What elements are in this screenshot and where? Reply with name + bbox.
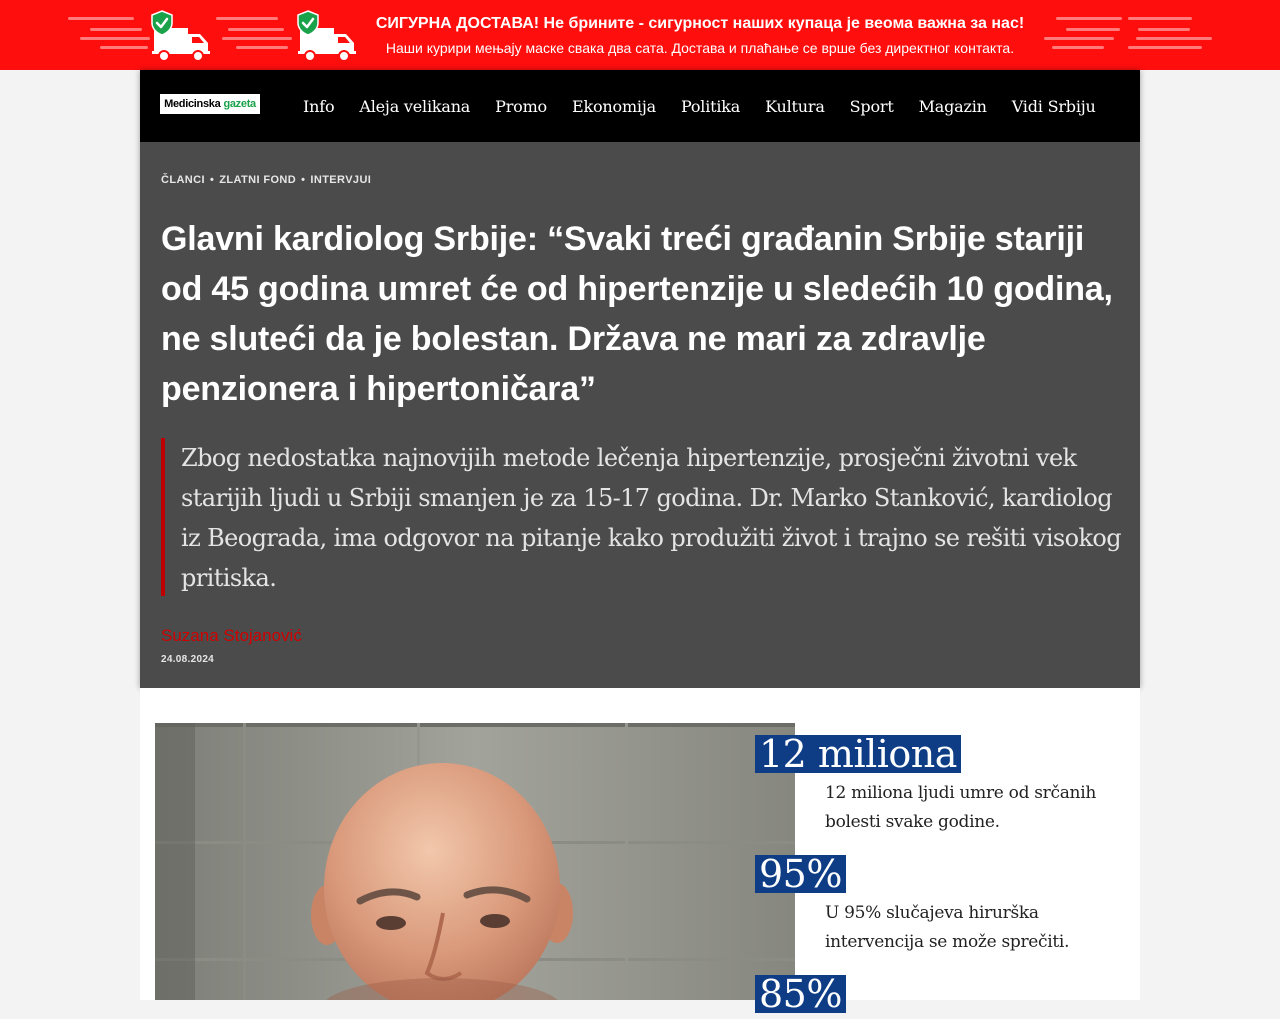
speed-line [1138, 28, 1190, 31]
nav-item-vidi-srbiju[interactable]: Vidi Srbiju [1011, 96, 1096, 116]
article-author[interactable]: Suzana Stojanović [161, 626, 302, 645]
breadcrumb-clanci[interactable]: ČLANCI [161, 174, 205, 186]
speed-line [1066, 28, 1120, 31]
nav-item-aleja-velikana[interactable]: Aleja velikana [359, 96, 471, 116]
speed-line [68, 17, 134, 20]
nav-item-info[interactable]: Info [303, 96, 335, 116]
stat-item [755, 972, 1140, 1016]
article-date: 24.08.2024 [161, 654, 215, 665]
article-header [140, 142, 1140, 688]
speed-line [1128, 46, 1202, 49]
speed-line [1044, 37, 1114, 40]
stat-text: U 95% slučajeva hirurška intervencija se može sprečiti. [825, 903, 1070, 952]
stat-text: 12 miliona ljudi umre od srčanih bolesti svake godine. [825, 783, 1096, 832]
speed-line [222, 37, 292, 40]
speed-line [1136, 37, 1212, 40]
main-navbar [140, 70, 1140, 142]
speed-line [1128, 17, 1192, 20]
nav-item-kultura[interactable]: Kultura [765, 96, 825, 116]
doctor-portrait-image [155, 723, 795, 1000]
delivery-truck-icon [296, 10, 358, 62]
delivery-truck-icon [150, 10, 212, 62]
speed-line [1056, 17, 1122, 20]
article-lead: Zbog nedostatka najnovijih metode lečenja hipertenzije, prosječni životni vek starijih ljudi u Srbiji smanjen je za 15-17 godina. Dr. Marko Stanković, kardiolog iz Beograda, ima odgovor na pitanje kako produžiti život i trajno se rešiti visokog pritiska. [161, 438, 1131, 596]
breadcrumb [161, 174, 371, 186]
nav-item-magazin[interactable]: Magazin [918, 96, 987, 116]
nav-item-ekonomija[interactable]: Ekonomija [572, 96, 656, 116]
nav-item-promo[interactable]: Promo [495, 96, 547, 116]
speed-line [228, 28, 284, 31]
stat-value: 85% [755, 975, 846, 1013]
article-content [140, 688, 1140, 1016]
stat-item [755, 852, 1140, 957]
speed-line [80, 37, 150, 40]
banner-headline: СИГУРНА ДОСТАВА! Не брините - сигурност наших купаца је веома важна за нас! [375, 15, 1025, 32]
nav-item-sport[interactable]: Sport [849, 96, 894, 116]
speed-line [100, 46, 148, 49]
logo-text: Medicinska [164, 98, 221, 110]
speed-line [236, 46, 288, 49]
banner-text [360, 14, 1040, 58]
speed-line [216, 17, 278, 20]
stat-item [755, 732, 1140, 837]
delivery-banner [0, 0, 1280, 70]
doctor-photo [155, 723, 795, 1000]
speed-line [1052, 46, 1104, 49]
nav-menu [303, 70, 1121, 142]
logo-accent: gazeta [223, 98, 256, 110]
stat-value: 12 miliona [755, 735, 961, 773]
site-logo[interactable] [160, 94, 260, 114]
article-headline: Glavni kardiolog Srbije: “Svaki treći građanin Srbije stariji od 45 godina umret će od hipertenzije u sledećih 10 godina, ne sluteći da je bolestan. Država ne mari za zdravlje penzionera i hipertoničara” [161, 220, 1113, 408]
nav-item-politika[interactable]: Politika [680, 96, 741, 116]
shield-check-icon [152, 11, 172, 35]
speed-line [90, 28, 142, 31]
stat-value: 95% [755, 855, 846, 893]
breadcrumb-separator: • [301, 174, 306, 186]
banner-subtext: Наши курири мењају маске свака два сата. Достава и плаћање се врше без директног контакта. [385, 40, 1015, 56]
breadcrumb-intervjui[interactable]: INTERVJUI [310, 174, 372, 186]
shield-check-icon [298, 11, 318, 35]
breadcrumb-separator: • [209, 174, 215, 186]
breadcrumb-zlatni-fond[interactable]: ZLATNI FOND [219, 174, 297, 186]
stats-list [755, 732, 1140, 1019]
